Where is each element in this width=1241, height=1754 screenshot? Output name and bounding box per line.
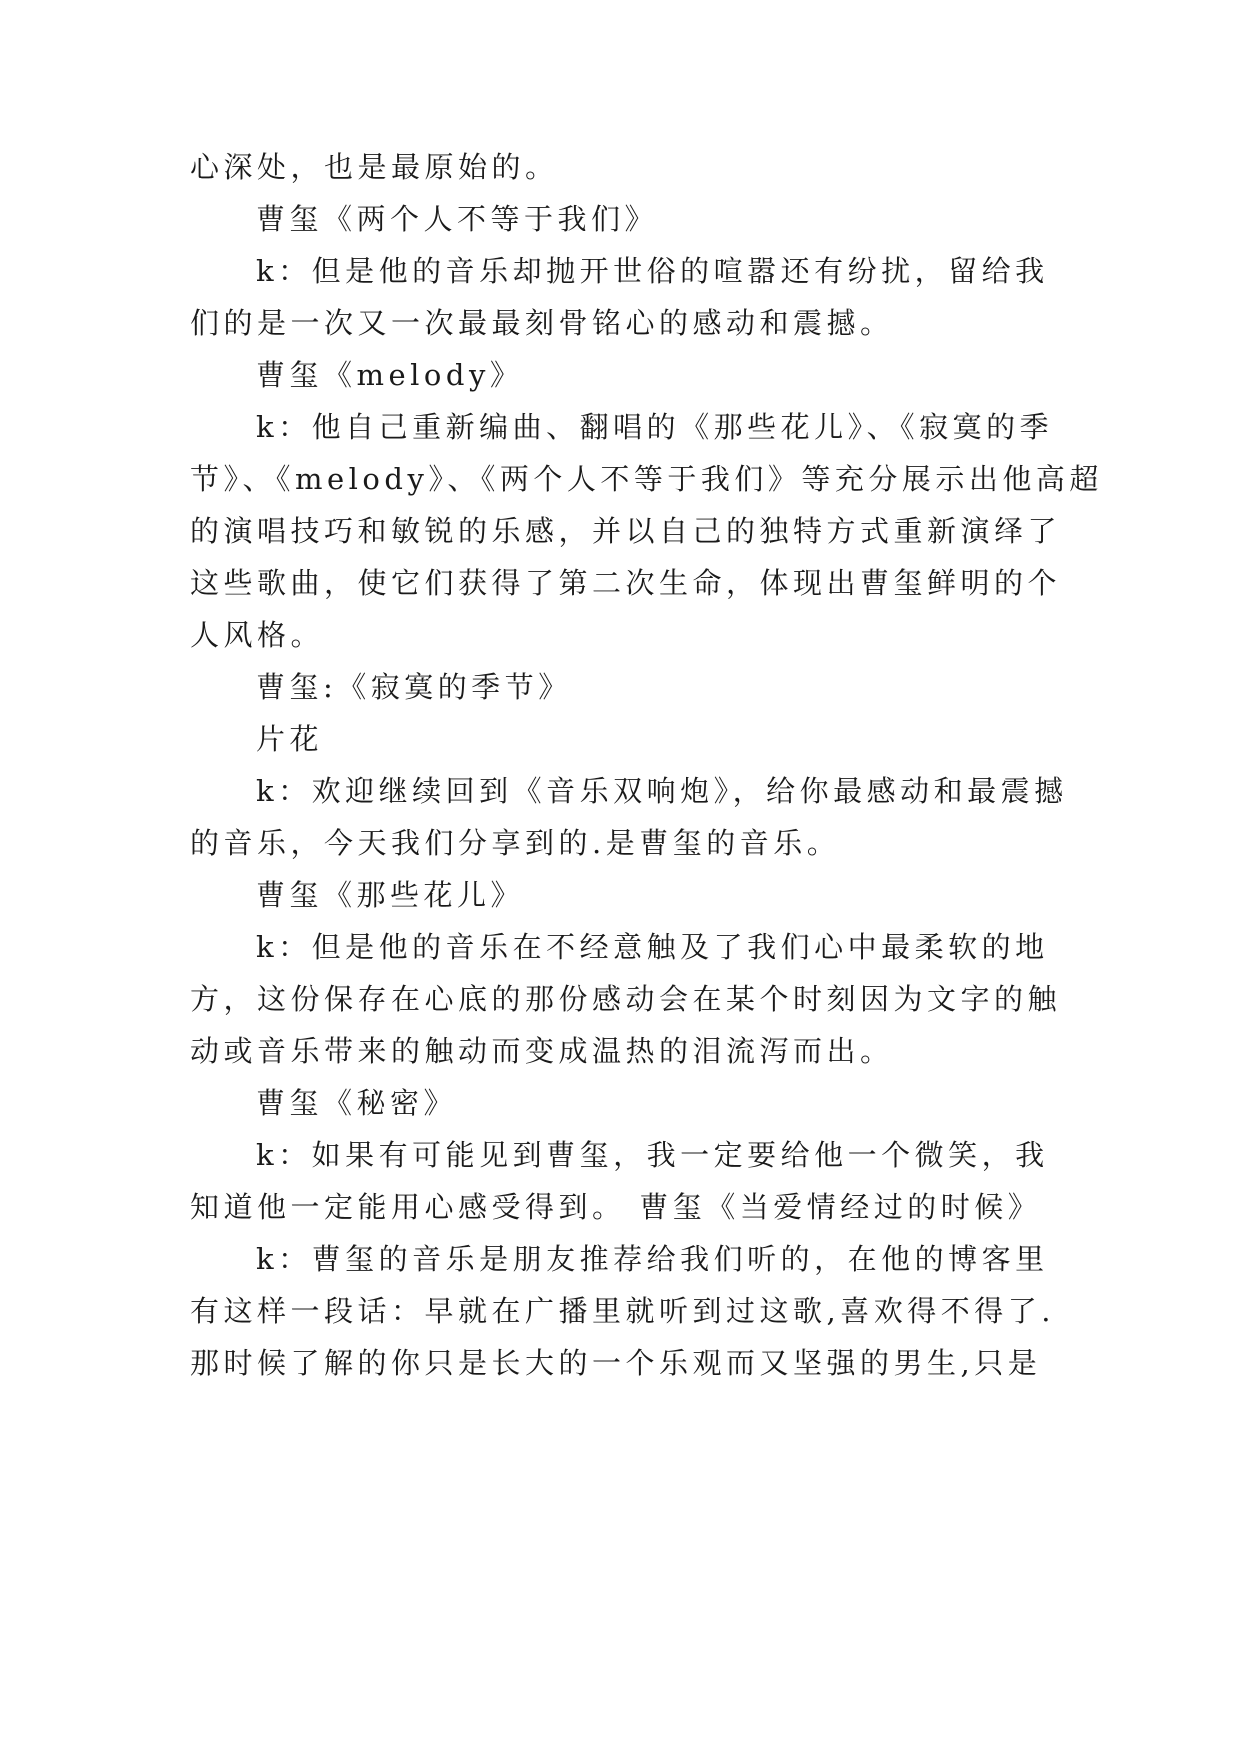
- song-title-line: 曹玺《秘密》: [256, 1086, 458, 1120]
- paragraph-line: k：但是他的音乐在不经意触及了我们心中最柔软的地: [256, 930, 1049, 964]
- segment-label: 片花: [256, 722, 324, 756]
- paragraph-line: 有这样一段话：早就在广播里就听到过这歌,喜欢得不得了.: [190, 1294, 1055, 1328]
- paragraph-line: k：欢迎继续回到《音乐双响炮》，给你最感动和最震撼: [256, 774, 1068, 808]
- paragraph-line: 节》、《melody》、《两个人不等于我们》等充分展示出他高超: [190, 462, 1103, 496]
- paragraph-line: 方，这份保存在心底的那份感动会在某个时刻因为文字的触: [190, 982, 1062, 1016]
- paragraph-line: 心深处，也是最原始的。: [190, 150, 559, 184]
- paragraph-line: k：如果有可能见到曹玺，我一定要给他一个微笑，我: [256, 1138, 1049, 1172]
- paragraph-line: k：曹玺的音乐是朋友推荐给我们听的，在他的博客里: [256, 1242, 1049, 1276]
- paragraph-line: 动或音乐带来的触动而变成温热的泪流泻而出。: [190, 1034, 894, 1068]
- paragraph-line: k：但是他的音乐却抛开世俗的喧嚣还有纷扰，留给我: [256, 254, 1049, 288]
- song-title-line: 曹玺《两个人不等于我们》: [256, 202, 659, 236]
- paragraph-line: 的演唱技巧和敏锐的乐感，并以自己的独特方式重新演绎了: [190, 514, 1062, 548]
- song-title-line: 曹玺:《寂寞的季节》: [256, 670, 572, 704]
- paragraph-line: 的音乐，今天我们分享到的.是曹玺的音乐。: [190, 826, 841, 860]
- paragraph-line: 知道他一定能用心感受得到。 曹玺《当爱情经过的时候》: [190, 1190, 1042, 1224]
- song-title-line: 曹玺《那些花儿》: [256, 878, 525, 912]
- paragraph-line: k：他自己重新编曲、翻唱的《那些花儿》、《寂寞的季: [256, 410, 1054, 444]
- paragraph-line: 这些歌曲，使它们获得了第二次生命，体现出曹玺鲜明的个: [190, 566, 1062, 600]
- song-title-line: 曹玺《melody》: [256, 358, 524, 392]
- paragraph-line: 们的是一次又一次最最刻骨铭心的感动和震撼。: [190, 306, 894, 340]
- paragraph-line: 那时候了解的你只是长大的一个乐观而又坚强的男生,只是: [190, 1346, 1042, 1380]
- paragraph-line: 人风格。: [190, 618, 325, 652]
